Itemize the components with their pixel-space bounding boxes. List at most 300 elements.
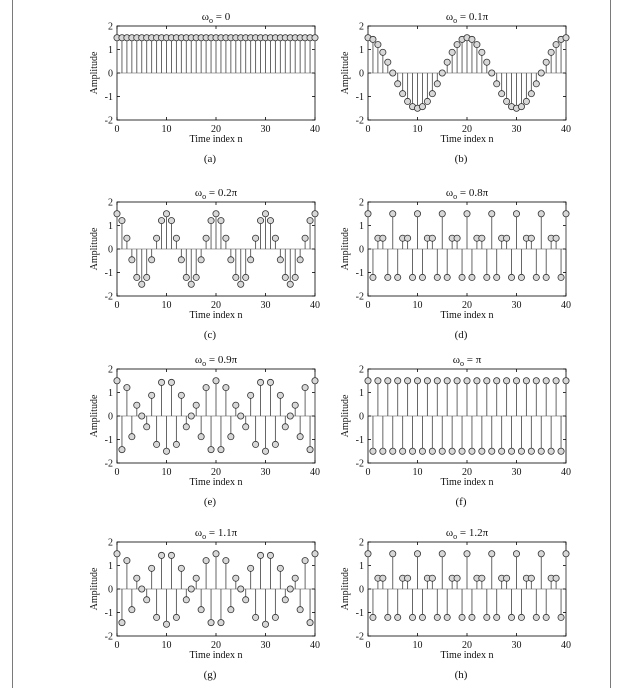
stem-marker	[218, 447, 224, 453]
stem-marker	[449, 448, 455, 454]
y-tick-label: 2	[359, 197, 364, 209]
stem-marker	[287, 586, 293, 592]
y-tick-label: 0	[108, 584, 113, 596]
y-axis-label: Amplitude	[340, 394, 351, 438]
stem-marker	[282, 424, 288, 430]
stem-marker	[124, 235, 130, 241]
stem-marker	[385, 274, 391, 280]
x-axis-label: Time index n	[189, 477, 243, 488]
chart-title-symbol: ω	[194, 187, 203, 199]
chart-title-subscript: o	[202, 532, 207, 541]
panel-caption: (g)	[203, 669, 217, 681]
x-tick-label: 20	[462, 300, 472, 311]
stem-marker	[365, 211, 371, 217]
stem-marker	[518, 104, 524, 110]
x-tick-label: 20	[211, 467, 221, 478]
stem-marker	[419, 274, 425, 280]
x-tick-label: 10	[161, 467, 172, 478]
y-tick-label: 0	[359, 68, 364, 80]
stem-marker	[124, 557, 130, 563]
stem-marker	[124, 384, 130, 390]
y-tick-label: 1	[359, 221, 364, 232]
stem-marker	[533, 378, 539, 384]
x-tick-label: 20	[211, 640, 221, 651]
stem-marker	[464, 551, 470, 557]
stem-marker	[434, 378, 440, 384]
stem-marker	[395, 274, 401, 280]
y-tick-label: 0	[108, 411, 113, 423]
stem-marker	[414, 378, 420, 384]
stem-marker	[538, 551, 544, 557]
stem-marker	[134, 402, 140, 408]
stem-marker	[548, 49, 554, 55]
stem-marker	[188, 413, 194, 419]
stem-marker	[449, 49, 455, 55]
y-tick-label: 2	[359, 537, 364, 549]
x-tick-label: 10	[161, 640, 172, 651]
stem-marker	[183, 274, 189, 280]
stem-marker	[183, 424, 189, 430]
stem-marker	[380, 235, 386, 241]
stem-marker	[129, 434, 135, 440]
stem-marker	[277, 392, 283, 398]
x-tick-label: 40	[310, 467, 320, 478]
stem-marker	[129, 607, 135, 613]
stem-marker	[414, 551, 420, 557]
stem-marker	[543, 614, 549, 620]
y-tick-label: 2	[108, 197, 113, 209]
y-tick-label: 2	[108, 21, 113, 33]
chart-title	[446, 187, 489, 201]
stem-marker	[218, 217, 224, 223]
y-tick-label: 1	[108, 221, 113, 232]
stem-marker	[158, 552, 164, 558]
x-tick-label: 40	[310, 300, 320, 311]
stem-marker	[292, 274, 298, 280]
x-tick-label: 0	[114, 300, 120, 311]
stem-marker	[508, 274, 514, 280]
stem-marker	[198, 607, 204, 613]
chart-panel-4	[89, 354, 320, 508]
chart-title-value: = 0.8π	[457, 187, 489, 199]
stem-marker	[390, 551, 396, 557]
stem-marker	[228, 607, 234, 613]
x-tick-label: 20	[211, 124, 221, 135]
panel-caption: (f)	[455, 496, 467, 508]
chart-title-value: = 0.9π	[206, 354, 238, 366]
stem-marker	[168, 379, 174, 385]
stem-marker	[144, 597, 150, 603]
y-tick-label: -2	[355, 115, 364, 127]
stem-marker	[479, 448, 485, 454]
x-tick-label: 0	[365, 300, 371, 311]
stem-marker	[312, 551, 318, 557]
stem-marker	[114, 211, 120, 217]
stem-marker	[213, 551, 219, 557]
stem-marker	[444, 614, 450, 620]
x-tick-label: 30	[260, 640, 271, 651]
stem-marker	[248, 565, 254, 571]
stem-marker	[223, 384, 229, 390]
stem-marker	[163, 448, 169, 454]
chart-title	[202, 11, 231, 25]
y-tick-label: -1	[104, 268, 113, 279]
stem-marker	[119, 217, 125, 223]
stem-marker	[499, 448, 505, 454]
stem-marker	[518, 614, 524, 620]
stem-marker	[267, 217, 273, 223]
x-tick-label: 0	[365, 467, 371, 478]
y-tick-label: 0	[108, 244, 113, 256]
stem-marker	[523, 378, 529, 384]
stem-marker	[424, 98, 430, 104]
stem-marker	[419, 448, 425, 454]
stem-marker	[528, 448, 534, 454]
y-tick-label: -2	[355, 458, 364, 470]
chart-title-value: = π	[463, 354, 482, 366]
stem-marker	[243, 597, 249, 603]
chart-title-symbol: ω	[445, 527, 454, 539]
stem-marker	[489, 551, 495, 557]
stem-marker	[489, 211, 495, 217]
stem-marker	[479, 575, 485, 581]
y-tick-label: 0	[108, 68, 113, 80]
stem-marker	[218, 620, 224, 626]
stem-marker	[370, 36, 376, 42]
stem-marker	[419, 614, 425, 620]
stem-marker	[538, 448, 544, 454]
stem-marker	[297, 257, 303, 263]
chart-title-value: = 0.2π	[206, 187, 238, 199]
stem-marker	[504, 575, 510, 581]
stem-marker	[538, 70, 544, 76]
stem-marker	[474, 378, 480, 384]
stem-marker	[469, 448, 475, 454]
panel-caption: (b)	[454, 153, 468, 165]
y-tick-label: 2	[359, 21, 364, 33]
stem-marker	[243, 424, 249, 430]
stem-marker	[380, 49, 386, 55]
chart-panel-5	[340, 354, 571, 508]
stem-marker	[292, 575, 298, 581]
y-tick-label: 0	[359, 244, 364, 256]
x-tick-label: 10	[412, 467, 423, 478]
stem-marker	[193, 575, 199, 581]
stem-marker	[390, 211, 396, 217]
stem-marker	[508, 614, 514, 620]
stem-marker	[158, 217, 164, 223]
stem-marker	[395, 81, 401, 87]
chart-title-subscript: o	[453, 192, 458, 201]
y-tick-label: -1	[104, 435, 113, 446]
chart-panel-1	[340, 11, 571, 165]
x-tick-label: 30	[511, 300, 522, 311]
panel-caption: (h)	[454, 669, 468, 681]
stem-marker	[459, 448, 465, 454]
stem-marker	[553, 378, 559, 384]
stem-marker	[312, 211, 318, 217]
stem-marker	[563, 378, 569, 384]
stem-marker	[474, 41, 480, 47]
stem-marker	[292, 402, 298, 408]
stem-marker	[444, 378, 450, 384]
y-tick-label: 1	[359, 388, 364, 399]
stem-marker	[454, 575, 460, 581]
stem-marker	[390, 448, 396, 454]
x-tick-label: 0	[114, 124, 120, 135]
stem-marker	[504, 98, 510, 104]
stem-marker	[484, 274, 490, 280]
stem-marker	[233, 575, 239, 581]
stem-marker	[183, 597, 189, 603]
stem-marker	[365, 378, 371, 384]
stem-marker	[297, 434, 303, 440]
stem-marker	[193, 274, 199, 280]
stem-marker	[454, 41, 460, 47]
x-tick-label: 10	[412, 124, 423, 135]
stem-marker	[444, 274, 450, 280]
chart-title-value: = 0.1π	[457, 11, 489, 23]
x-tick-label: 10	[161, 300, 172, 311]
stem-marker	[158, 379, 164, 385]
stem-marker	[439, 448, 445, 454]
x-tick-label: 20	[211, 300, 221, 311]
stem-marker	[538, 211, 544, 217]
stem-marker	[434, 614, 440, 620]
stem-marker	[459, 274, 465, 280]
stem-marker	[395, 378, 401, 384]
stem-marker	[504, 378, 510, 384]
stem-marker	[257, 379, 263, 385]
chart-title-subscript: o	[459, 359, 464, 368]
stem-marker	[380, 575, 386, 581]
stem-marker	[439, 70, 445, 76]
stem-marker	[173, 235, 179, 241]
stem-marker	[533, 81, 539, 87]
x-tick-label: 40	[561, 300, 571, 311]
stem-marker	[459, 614, 465, 620]
stem-marker	[297, 607, 303, 613]
y-tick-label: -1	[104, 92, 113, 103]
x-axis-label: Time index n	[189, 650, 243, 661]
stem-marker	[405, 575, 411, 581]
x-tick-label: 0	[365, 640, 371, 651]
chart-panel-0	[89, 11, 320, 165]
stem-marker	[198, 434, 204, 440]
x-axis-label: Time index n	[440, 134, 494, 145]
stem-marker	[464, 378, 470, 384]
stem-marker	[558, 448, 564, 454]
stem-marker	[213, 211, 219, 217]
stem-marker	[434, 274, 440, 280]
y-axis-label: Amplitude	[89, 567, 100, 611]
stem-marker	[409, 274, 415, 280]
stem-marker	[558, 274, 564, 280]
x-tick-label: 30	[511, 640, 522, 651]
stem-marker	[134, 274, 140, 280]
x-tick-label: 20	[462, 124, 472, 135]
stem-marker	[282, 274, 288, 280]
stem-marker	[257, 217, 263, 223]
x-tick-label: 20	[462, 467, 472, 478]
stem-marker	[139, 586, 145, 592]
stem-marker	[528, 235, 534, 241]
stem-marker	[499, 91, 505, 97]
y-tick-label: 2	[108, 364, 113, 376]
stem-marker	[287, 281, 293, 287]
x-tick-label: 40	[561, 467, 571, 478]
stem-marker	[489, 70, 495, 76]
stem-marker	[553, 235, 559, 241]
y-tick-label: -2	[104, 115, 113, 127]
x-tick-label: 30	[260, 124, 271, 135]
stem-marker	[370, 614, 376, 620]
x-tick-label: 0	[114, 467, 120, 478]
stem-marker	[563, 35, 569, 41]
stem-marker	[504, 235, 510, 241]
stem-marker	[173, 614, 179, 620]
stem-marker	[543, 378, 549, 384]
stem-marker	[302, 235, 308, 241]
y-tick-label: 1	[108, 45, 113, 56]
stem-marker	[400, 91, 406, 97]
panel-caption: (d)	[454, 329, 468, 341]
stem-marker	[400, 448, 406, 454]
stem-marker	[168, 217, 174, 223]
stem-marker	[154, 235, 160, 241]
stem-marker	[513, 378, 519, 384]
stem-marker	[523, 98, 529, 104]
stem-marker	[434, 81, 440, 87]
stem-marker	[267, 379, 273, 385]
y-tick-label: -2	[355, 291, 364, 303]
stem-marker	[405, 235, 411, 241]
stem-marker	[405, 378, 411, 384]
stem-marker	[262, 448, 268, 454]
panel-caption: (c)	[203, 329, 217, 341]
stem-marker	[262, 621, 268, 627]
stem-marker	[119, 620, 125, 626]
stem-marker	[203, 235, 209, 241]
stem-marker	[494, 274, 500, 280]
stem-marker	[272, 235, 278, 241]
stem-marker	[149, 392, 155, 398]
y-tick-label: -2	[104, 631, 113, 643]
stem-marker	[282, 597, 288, 603]
stem-marker	[563, 211, 569, 217]
stem-marker	[370, 274, 376, 280]
stem-marker	[375, 41, 381, 47]
chart-panel-7	[340, 527, 571, 681]
chart-title-subscript: o	[209, 16, 214, 25]
stem-marker	[479, 235, 485, 241]
x-tick-label: 40	[561, 640, 571, 651]
chart-panel-3	[340, 187, 571, 341]
chart-title-symbol: ω	[194, 354, 203, 366]
chart-title	[195, 527, 238, 541]
y-tick-label: -1	[355, 435, 364, 446]
stem-marker	[134, 575, 140, 581]
y-tick-label: -2	[355, 631, 364, 643]
stem-marker	[464, 211, 470, 217]
stem-marker	[262, 211, 268, 217]
chart-title	[195, 187, 238, 201]
stem-marker	[208, 620, 214, 626]
stem-marker	[513, 551, 519, 557]
stem-marker	[168, 552, 174, 558]
y-tick-label: -1	[104, 608, 113, 619]
stem-marker	[484, 59, 490, 65]
stem-marker	[494, 614, 500, 620]
stem-marker	[228, 434, 234, 440]
chart-panel-6	[89, 527, 320, 681]
stem-marker	[439, 551, 445, 557]
stem-marker	[114, 551, 120, 557]
stem-marker	[424, 378, 430, 384]
stem-marker	[307, 217, 313, 223]
stem-marker	[513, 211, 519, 217]
chart-title-symbol: ω	[445, 11, 454, 23]
chart-title-value: = 1.2π	[457, 527, 489, 539]
chart-title-symbol: ω	[452, 354, 460, 366]
y-tick-label: 0	[359, 411, 364, 423]
stem-marker	[203, 384, 209, 390]
stem-marker	[154, 614, 160, 620]
stem-marker	[528, 91, 534, 97]
x-axis-label: Time index n	[189, 134, 243, 145]
stem-marker	[553, 575, 559, 581]
stem-marker	[129, 257, 135, 263]
stem-marker	[469, 614, 475, 620]
chart-title-subscript: o	[202, 359, 207, 368]
stem-marker	[163, 211, 169, 217]
stem-marker	[409, 448, 415, 454]
stem-marker	[365, 551, 371, 557]
stem-marker	[484, 378, 490, 384]
stem-marker	[548, 448, 554, 454]
stem-marker	[287, 413, 293, 419]
x-axis-label: Time index n	[189, 310, 243, 321]
stem-marker	[494, 81, 500, 87]
stem-marker	[419, 104, 425, 110]
chart-title	[446, 527, 489, 541]
stem-marker	[380, 448, 386, 454]
stem-marker	[558, 614, 564, 620]
stem-marker	[553, 41, 559, 47]
stem-marker	[484, 614, 490, 620]
stem-marker	[479, 49, 485, 55]
stem-marker	[208, 447, 214, 453]
stem-marker	[223, 235, 229, 241]
y-axis-label: Amplitude	[340, 567, 351, 611]
stem-marker	[439, 211, 445, 217]
chart-title-value: = 0	[213, 11, 231, 23]
x-tick-label: 20	[462, 640, 472, 651]
stem-marker	[188, 586, 194, 592]
stem-marker	[144, 424, 150, 430]
stem-marker	[119, 447, 125, 453]
y-tick-label: 1	[359, 561, 364, 572]
stem-marker	[272, 441, 278, 447]
stem-marker	[257, 552, 263, 558]
x-tick-label: 30	[260, 300, 271, 311]
stem-marker	[405, 98, 411, 104]
stem-marker	[178, 565, 184, 571]
stem-marker	[243, 274, 249, 280]
x-tick-label: 40	[310, 640, 320, 651]
panel-caption: (e)	[203, 496, 217, 508]
stem-marker	[307, 620, 313, 626]
